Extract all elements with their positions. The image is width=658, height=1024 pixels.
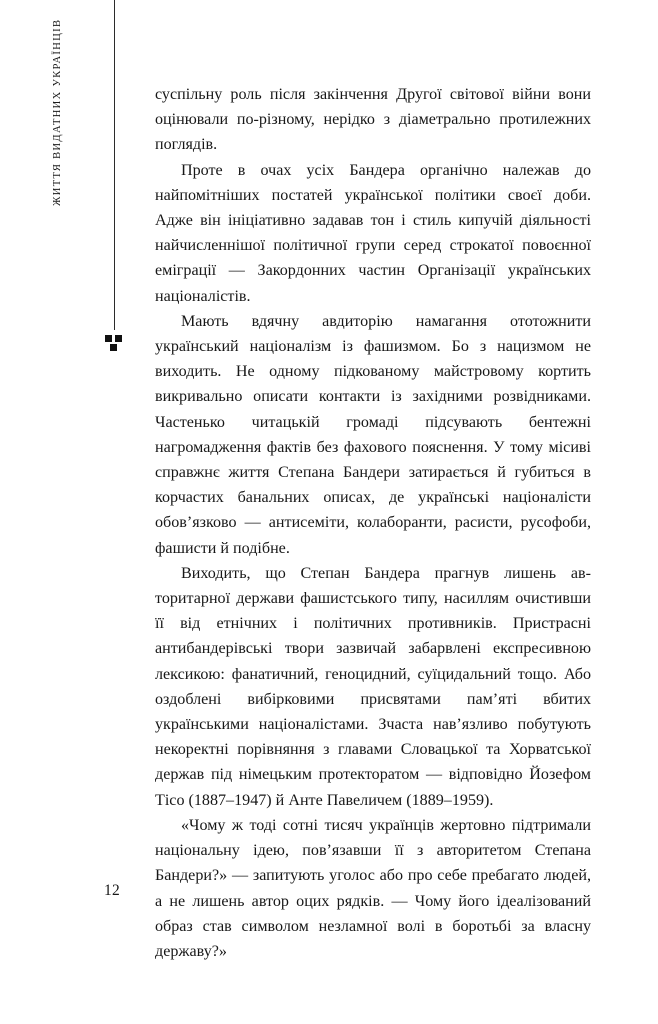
body-text-column — [155, 82, 591, 964]
sidebar-vertical-rule — [114, 0, 115, 330]
ornament-square-center — [109, 343, 118, 352]
body-paragraph: суспільну роль після закінчення Другої світової війни вони оцінювали по-різному, нерідко з діаметрально протилежних поглядів. — [155, 86, 591, 154]
three-squares-ornament-icon — [104, 334, 126, 352]
body-paragraph: Мають вдячну авдиторію намагання ототожнити український націоналізм із фашизмом. Бо з нацизмом не виходить. Не одному підкованому майстровому кортить викривально описати контакти із західними розвідниками. Частенько читацькій громаді підсувають бентежні нагромадження фактів без фахового пояснення. У тому місиві справжнє життя Степана Бандери затирається й губиться в корчастих банальних описах, де українські націоналісти обов’язково — антисеміти, колаборанти, расисти, русофоби, фашисти й подібне. — [155, 312, 591, 557]
ornament-square-right — [114, 334, 123, 343]
series-title-text: ЖИТТЯ ВИДАТНИХ УКРАЇНЦІВ — [51, 18, 63, 206]
ornament-square-left — [104, 334, 113, 343]
body-paragraph: Проте в очах усіх Бандера органічно належав до найпомітніших постатей української політики своєї доби. Адже він ініціативно задавав тон і стиль кипучій діяльності найчисленнішої політичної групи серед строкатої повоєнної еміграції — Закордонних частин Організації українських націоналістів. — [155, 161, 591, 305]
series-title-rotated — [49, 0, 65, 206]
running-head-sidebar — [0, 0, 130, 360]
body-paragraph: Виходить, що Степан Бандера прагнув лишень авторитарної держави фашистського типу, насиллям очистивши її від етнічних і політичних противників. Пристрасні антибандерівські твори зазвичай забарвлені експресивною лексикою: фанатичний, геноцидний, суїцидальний тощо. Або оздоблені вибірковими присвятами пам’яті вбитих українськими націоналістами. Зчаста нав’язливо побутують некоректні порівняння з главами Словацької та Хорватської держав під німецьким протекторатом — відповідно Йозефом Тісо (1887–1947) й Анте Павеличем (1889–1959). — [155, 564, 591, 809]
body-paragraph: «Чому ж тоді сотні тисяч українців жертовно підтримали національну ідею, пов’язавши її з авторитетом Степана Бандери?» — запитують уголос або про себе пребагато людей, а не лишень автор оцих рядків. — Чому його ідеалізований образ став символом незламної волі в боротьбі за власну державу?» — [155, 816, 591, 960]
page-number: 12 — [104, 882, 120, 899]
